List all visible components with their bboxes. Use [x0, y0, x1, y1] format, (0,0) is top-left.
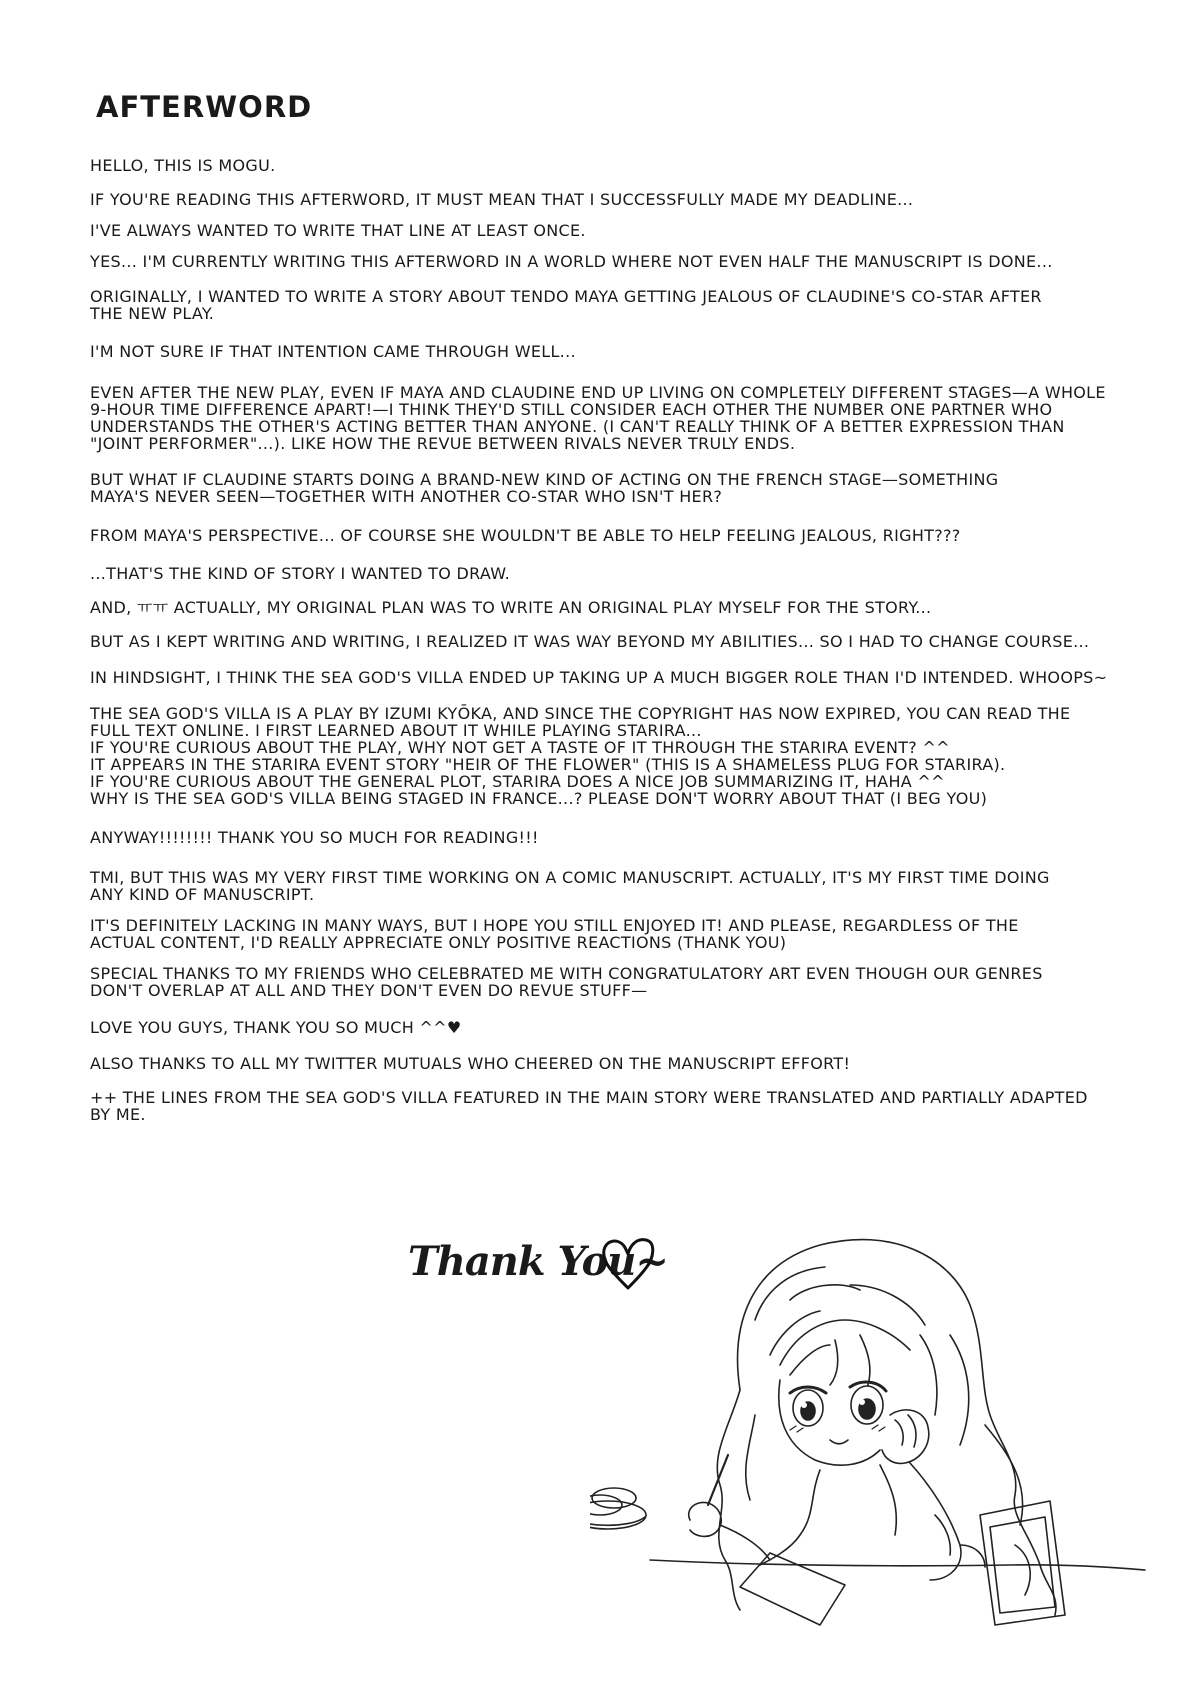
paragraph-anyway: ANYWAY!!!!!!!! THANK YOU SO MUCH FOR READING!!! [90, 828, 539, 847]
paragraph-twitter: ALSO THANKS TO ALL MY TWITTER MUTUALS WHO CHEERED ON THE MANUSCRIPT EFFORT! [90, 1054, 851, 1073]
paragraph-greeting: HELLO, THIS IS MOGU. [90, 156, 276, 175]
body [760, 1470, 820, 1565]
paragraph-plan: AND, ㅠㅠ ACTUALLY, MY ORIGINAL PLAN WAS TO WRITE AN ORIGINAL PLAY MYSELF FOR THE STORY... [90, 598, 932, 617]
paragraph-translation-note: ++ THE LINES FROM THE SEA GOD'S VILLA FEATURED IN THE MAIN STORY WERE TRANSLATED AND PARTIALLY ADAPTED BY ME. [90, 1088, 1088, 1124]
paragraph-original-idea: ORIGINALLY, I WANTED TO WRITE A STORY ABOUT TENDO MAYA GETTING JEALOUS OF CLAUDINE'S CO-STAR AFTER THE NEW PLAY. [90, 287, 1042, 323]
mouth [830, 1440, 848, 1444]
paragraph-tmi: TMI, BUT THIS WAS MY VERY FIRST TIME WORKING ON A COMIC MANUSCRIPT. ACTUALLY, IT'S MY FIRST TIME DOING ANY KIND OF MANUSCRIPT. [90, 868, 1050, 904]
paragraph-writing: YES... I'M CURRENTLY WRITING THIS AFTERWORD IN A WORLD WHERE NOT EVEN HALF THE MANUSCRIPT IS DONE... [90, 252, 1053, 271]
hair-outline [738, 1240, 1056, 1615]
paragraph-story: ...THAT'S THE KIND OF STORY I WANTED TO DRAW. [90, 564, 510, 583]
table-edge [650, 1560, 1145, 1570]
bangs [780, 1320, 910, 1365]
paragraph-perspective: FROM MAYA'S PERSPECTIVE... OF COURSE SHE WOULDN'T BE ABLE TO HELP FEELING JEALOUS, RIGHT??? [90, 526, 961, 545]
paragraph-sea-gods-villa: THE SEA GOD'S VILLA IS A PLAY BY IZUMI KYŌKA, AND SINCE THE COPYRIGHT HAS NOW EXPIRED, YOU CAN READ THE FULL TEXT ONLINE. I FIRST LEARNED ABOUT IT WHILE PLAYING STARIRA... IF YOU'RE CURIOUS ABOUT THE PLAY, WHY NOT GET A TASTE OF IT THROUGH THE STARIRA EVENT? ^^ IT APPEARS IN THE STARIRA EVENT STORY "HEIR OF THE FLOWER" (THIS IS A SHAMELESS PLUG FOR STARIRA). IF YOU'RE CURIOUS ABOUT THE GENERAL PLOT, STARIRA DOES A NICE JOB SUMMARIZING IT, HAHA ^^ WHY IS THE SEA GOD'S VILLA BEING STAGED IN FRANCE...? PLEASE DON'T WORRY ABOUT THAT (I BEG YOU) [90, 704, 1071, 808]
paragraph-special-thanks: SPECIAL THANKS TO MY FRIENDS WHO CELEBRATED ME WITH CONGRATULATORY ART EVEN THOUGH OUR GENRES DON'T OVERLAP AT ALL AND THEY DON'T EVEN DO REVUE STUFF— [90, 964, 1043, 1000]
paragraph-hindsight: IN HINDSIGHT, I THINK THE SEA GOD'S VILLA ENDED UP TAKING UP A MUCH BIGGER ROLE THAN I'D INTENDED. WHOOPS~ [90, 668, 1108, 687]
writing-hand [689, 1502, 722, 1536]
paragraph-line: I'VE ALWAYS WANTED TO WRITE THAT LINE AT LEAST ONCE. [90, 221, 586, 240]
paragraph-lacking: IT'S DEFINITELY LACKING IN MANY WAYS, BUT I HOPE YOU STILL ENJOYED IT! AND PLEASE, REGARDLESS OF THE ACTUAL CONTENT, I'D REALLY APPRECIATE ONLY POSITIVE REACTIONS (THANK YOU) [90, 916, 1019, 952]
hair-left-strands [717, 1390, 740, 1610]
page-title: AFTERWORD [96, 90, 313, 124]
paragraph-change-course: BUT AS I KEPT WRITING AND WRITING, I REALIZED IT WAS WAY BEYOND MY ABILITIES... SO I HAD TO CHANGE COURSE... [90, 632, 1090, 651]
resting-hand [882, 1410, 929, 1464]
paragraph-intention: I'M NOT SURE IF THAT INTENTION CAME THROUGH WELL... [90, 342, 576, 361]
thank-you-text: Thank You~ [408, 1238, 668, 1285]
paragraph-deadline: IF YOU'RE READING THIS AFTERWORD, IT MUST MEAN THAT I SUCCESSFULLY MADE MY DEADLINE... [90, 190, 914, 209]
paragraph-love-you: LOVE YOU GUYS, THANK YOU SO MUCH ^^♥ [90, 1018, 462, 1037]
face-outline [779, 1380, 880, 1465]
photo-frame [980, 1501, 1065, 1625]
paragraph-french-stage: BUT WHAT IF CLAUDINE STARTS DOING A BRAND-NEW KIND OF ACTING ON THE FRENCH STAGE—SOMETHING MAYA'S NEVER SEEN—TOGETHER WITH ANOTHER CO-STAR WHO ISN'T HER? [90, 470, 999, 506]
right-arm [910, 1463, 961, 1580]
girl-writing-illustration [590, 1215, 1150, 1670]
paragraph-new-play: EVEN AFTER THE NEW PLAY, EVEN IF MAYA AND CLAUDINE END UP LIVING ON COMPLETELY DIFFERENT STAGES—A WHOLE 9-HOUR TIME DIFFERENCE APART!—I THINK THEY'D STILL CONSIDER EACH OTHER THE NUMBER ONE PARTNER WHO UNDERSTANDS THE OTHER'S ACTING BETTER THAN ANYONE. (I CAN'T REALLY THINK OF A BETTER EXPRESSION THAN "JOINT PERFORMER"...). LIKE HOW THE REVUE BETWEEN RIVALS NEVER TRULY ENDS. [90, 383, 1106, 453]
